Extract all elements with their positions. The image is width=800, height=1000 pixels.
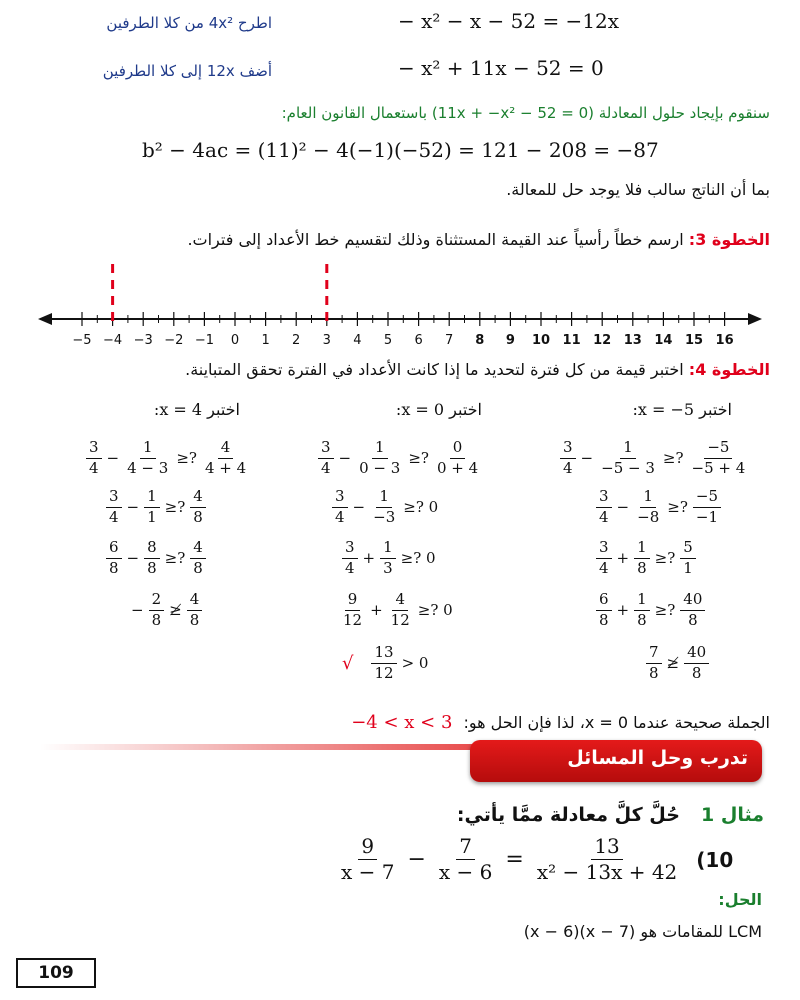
test-column-0 — [316, 434, 483, 690]
conclusion — [351, 712, 770, 733]
tick-label: 8 — [475, 333, 485, 348]
step-4-text: اختبر قيمة من كل فترة لتحديد ما إذا كانت الأعداد في الفترة تحقق المتباينة. — [185, 360, 689, 379]
discriminant-equation: b² − 4ac = (11)² − 4(−1)(−52) = 121 − 208 = −87 — [142, 138, 659, 162]
tick-label: −5 — [72, 333, 92, 348]
test-header-0: اختبر x = 0: — [395, 400, 482, 419]
tick-label: 3 — [322, 333, 331, 348]
example-label: مثال 1 — [701, 804, 764, 826]
step-4 — [185, 360, 770, 379]
tick-label: 12 — [593, 333, 612, 348]
step-3 — [187, 230, 770, 249]
step-note-2: أضف 12x إلى كلا الطرفين — [102, 62, 272, 80]
quadratic-formula-note: سنقوم بإيجاد حلول المعادلة (0 = 52 − 11x + −x²) باستعمال القانون العام: — [281, 104, 770, 122]
work-row: $\frac{3}{4}$ − $\frac{1}{0 - 3}$ ≥? $\frac{0}{0 + 4}$ — [316, 434, 483, 482]
tick-label: 16 — [715, 333, 734, 348]
work-row: $\frac{3}{4}$ − $\frac{1}{4 - 3}$ ≥? $\frac{4}{4 + 4}$ — [84, 434, 251, 482]
section-band — [40, 744, 480, 750]
work-row: $\frac{3}{4}$ − $\frac{1}{1}$ ≥? $\frac{4}{8}$ — [104, 482, 251, 532]
example-instruction: حُلَّ كلَّ معادلة ممَّا يأتي: — [456, 804, 680, 826]
problem-10-equation: $\frac{9}{x - 7}$ − $\frac{7}{x - 6}$ = $\frac{13}{\text{x² − 13x + 42}}$ (10 — [341, 834, 734, 884]
step-4-label: الخطوة 4: — [688, 360, 770, 379]
tick-label: 0 — [230, 333, 240, 348]
step-note-1: اطرح 4x² من كلا الطرفين — [106, 14, 272, 32]
step-3-label: الخطوة 3: — [688, 230, 770, 249]
section-banner — [470, 740, 762, 782]
example-heading — [457, 804, 764, 826]
solution-label: الحل: — [718, 890, 762, 909]
work-row: $\frac{3}{4}$ + $\frac{1}{8}$ ≥? $\frac{5}{1}$ — [594, 532, 750, 584]
left-arrow-icon — [38, 313, 52, 325]
tick-label: −4 — [103, 333, 123, 348]
equation-1: − x² − x − 52 = −12x — [398, 9, 620, 33]
work-row: $\frac{3}{4}$ − $\frac{1}{-8}$ ≥? $\frac{-5}{-1}$ — [594, 482, 750, 532]
work-row: $\frac{3}{4}$ − $\frac{1}{-3}$ ≥? 0 — [330, 482, 483, 532]
tick-label: 10 — [531, 333, 551, 348]
test-header-4: اختبر x = 4: — [153, 400, 240, 419]
tick-label: 1 — [261, 333, 270, 348]
tick-label: 5 — [383, 333, 393, 348]
work-row: $\frac{3}{4}$ − $\frac{1}{-5 - 3}$ ≥? $\frac{-5}{-5 + 4}$ — [558, 434, 750, 482]
work-row-final: $\frac{7}{8}$ ≱ $\frac{40}{8}$ — [644, 636, 750, 690]
test-column-neg5 — [558, 434, 750, 690]
work-row: $\frac{9}{12}$ + $\frac{4}{12}$ ≥? 0 — [343, 589, 453, 629]
work-row: $\frac{6}{8}$ − $\frac{8}{8}$ ≥? $\frac{4}{8}$ — [104, 532, 251, 584]
tick-label: −2 — [164, 333, 184, 348]
conclusion-text: الجملة صحيحة عندما 0 = x، لذا فإن الحل هو: — [463, 713, 770, 732]
tick-label: 7 — [445, 333, 454, 348]
right-arrow-icon — [748, 313, 762, 325]
lcm-statement: LCM للمقامات هو (x − 7)(x − 6) — [523, 922, 762, 941]
equation-2: − x² + 11x − 52 = 0 — [398, 56, 604, 80]
problem-number: (10 — [696, 847, 734, 872]
no-solution-statement: بما أن الناتج سالب فلا يوجد حل للمعالة. — [506, 180, 770, 199]
work-row-final: − $\frac{2}{8}$ ≱ $\frac{4}{8}$ — [128, 584, 251, 636]
tick-label: 14 — [654, 333, 673, 348]
tick-label: 11 — [562, 333, 581, 348]
tick-label: 6 — [414, 333, 423, 348]
test-header-neg5: اختبر x = −5: — [632, 400, 732, 419]
work-row: $\frac{3}{4}$ + $\frac{1}{3}$ ≥? 0 — [340, 532, 483, 584]
work-row-final: √ $\frac{13}{12}$ > 0 — [342, 642, 429, 682]
number-line — [30, 260, 770, 350]
test-column-4 — [84, 434, 251, 636]
tick-label: −1 — [194, 333, 214, 348]
step-3-text: ارسم خطاً رأسياً عند القيمة المستثناة وذلك لتقسيم خط الأعداد إلى فترات. — [187, 230, 689, 249]
tick-label: 2 — [292, 333, 301, 348]
check-mark-icon: √ — [342, 652, 354, 674]
section-banner-title: تدرب وحل المسائل — [567, 747, 748, 769]
tick-label: 13 — [623, 333, 642, 348]
tick-label: 15 — [684, 333, 704, 348]
page-number: 109 — [16, 958, 96, 988]
tick-label: 4 — [353, 333, 362, 348]
work-row: $\frac{6}{8}$ + $\frac{1}{8}$ ≥? $\frac{40}{8}$ — [594, 584, 750, 636]
tick-label: −3 — [133, 333, 153, 348]
tick-label: 9 — [505, 333, 515, 348]
final-answer: −4 < x < 3 — [351, 712, 453, 733]
